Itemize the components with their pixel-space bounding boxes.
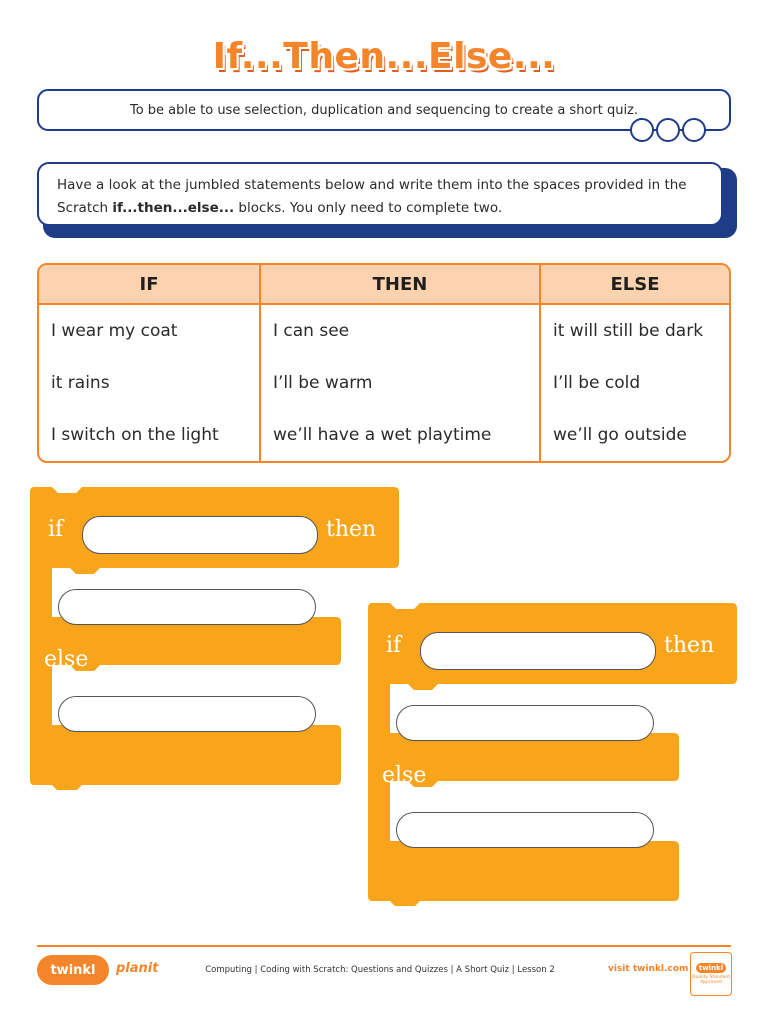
- else-statement-slot[interactable]: [58, 696, 316, 732]
- cell-then: we’ll have a wet playtime: [259, 409, 539, 461]
- then-statement-slot[interactable]: [58, 589, 316, 625]
- else-keyword: else: [44, 647, 89, 672]
- table-row: [39, 357, 729, 409]
- then-keyword: then: [326, 517, 377, 542]
- scratch-block-2: [368, 601, 740, 906]
- if-keyword: if: [386, 633, 402, 658]
- scratch-block-1: [30, 485, 402, 790]
- else-keyword: else: [382, 763, 427, 788]
- then-keyword: then: [664, 633, 715, 658]
- visit-link[interactable]: visit twinkl.com: [608, 964, 689, 974]
- quality-badge: [690, 952, 732, 996]
- instructions-box: [37, 162, 723, 226]
- header-then: THEN: [259, 265, 539, 305]
- then-statement-slot[interactable]: [396, 705, 654, 741]
- cell-else: I’ll be cold: [539, 357, 729, 409]
- if-condition-slot[interactable]: [82, 516, 318, 554]
- ring-icon: [630, 118, 654, 142]
- instructions-text: Have a look at the jumbled statements below and write them into the spaces provided in the Scratch: [57, 177, 687, 216]
- header-if: IF: [39, 265, 259, 305]
- badge-logo: twinkl: [696, 963, 726, 973]
- planit-logo: planit: [116, 961, 159, 976]
- twinkl-logo[interactable]: twinkl: [37, 955, 109, 985]
- if-condition-slot[interactable]: [420, 632, 656, 670]
- footer-text: Computing | Coding with Scratch: Questions and Quizzes | A Short Quiz | Lesson 2: [205, 965, 555, 975]
- ring-icon: [682, 118, 706, 142]
- ring-icon: [656, 118, 680, 142]
- table-row: [39, 305, 729, 357]
- footer-divider: [37, 945, 731, 947]
- if-keyword: if: [48, 517, 64, 542]
- cell-else: it will still be dark: [539, 305, 729, 357]
- cell-then: I can see: [259, 305, 539, 357]
- cell-else: we’ll go outside: [539, 409, 729, 461]
- instructions-text-end: blocks. You only need to complete two.: [234, 200, 503, 216]
- cell-if: I switch on the light: [51, 425, 219, 445]
- page-title: If...Then...Else...: [212, 36, 556, 77]
- table-header-row: [39, 265, 729, 305]
- cell-if: I wear my coat: [51, 321, 178, 341]
- objective-text: To be able to use selection, duplication and sequencing to create a short quiz.: [129, 102, 639, 118]
- else-statement-slot[interactable]: [396, 812, 654, 848]
- learning-objective: [37, 89, 731, 131]
- header-else: ELSE: [539, 265, 729, 305]
- cell-then: I’ll be warm: [259, 357, 539, 409]
- table-row: [39, 409, 729, 461]
- jumbled-statements-table: [37, 263, 731, 463]
- badge-text: Quality Standard Approved: [692, 975, 730, 985]
- decorative-rings: [630, 118, 720, 144]
- instructions-bold: if...then...else...: [112, 200, 235, 216]
- cell-if: it rains: [51, 373, 110, 393]
